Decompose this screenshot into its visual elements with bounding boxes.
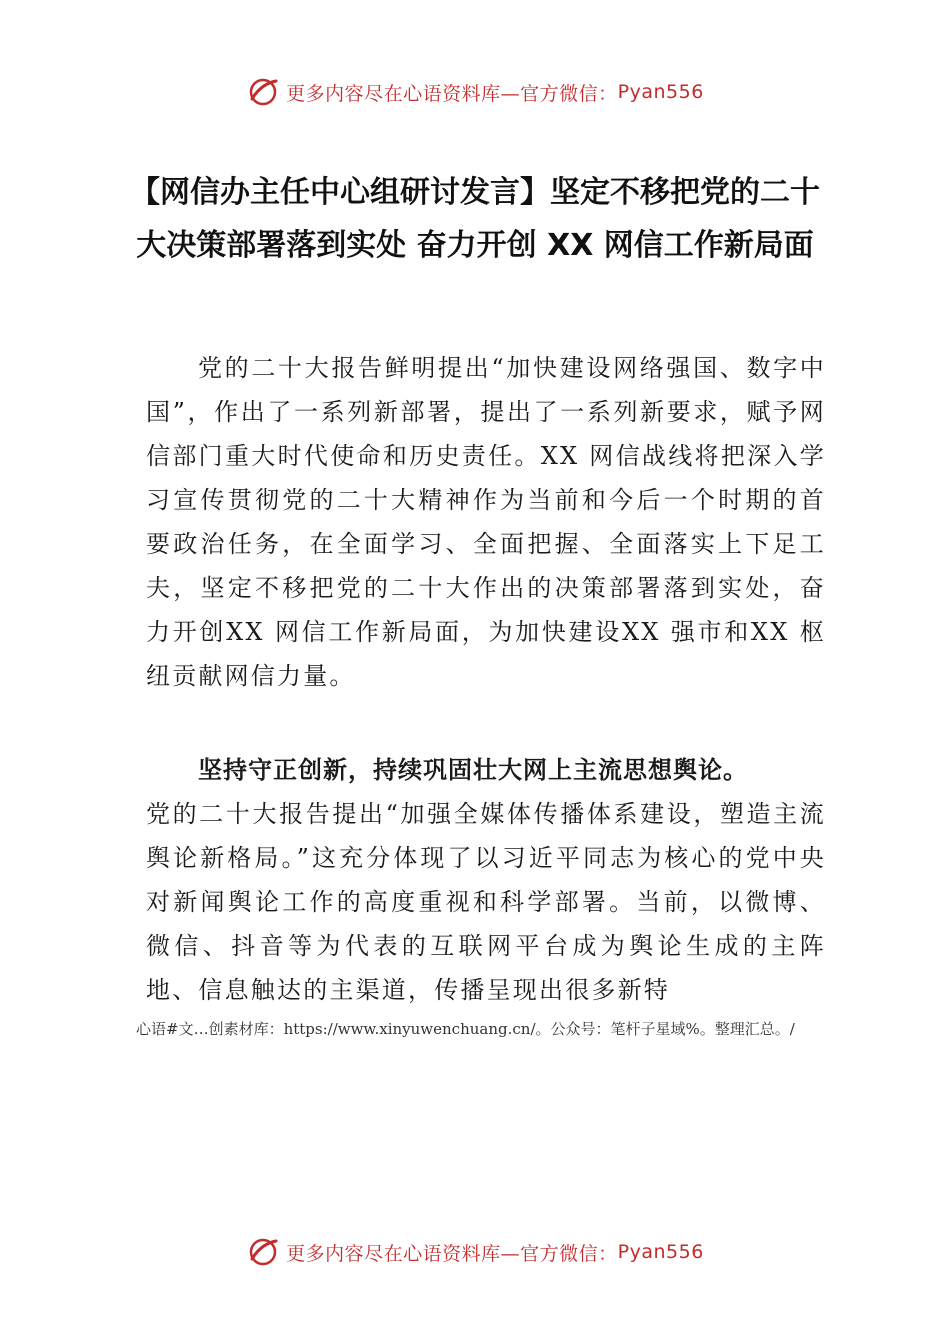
watermark-wechat-id: Pyan556 [617,81,704,103]
logo-icon [246,75,280,109]
document-title: 【网信办主任中心组研讨发言】坚定不移把党的二十大决策部署落到实处 奋力开创 XX 网信工作新局面 [130,175,820,263]
watermark-wechat-id: Pyan556 [617,1241,704,1263]
logo-icon [246,1235,280,1269]
watermark-text: 更多内容尽在心语资料库—官方微信： [286,82,618,105]
intro-paragraph: 党的二十大报告鲜明提出“加快建设网络强国、数字中国”，作出了一系列新部署，提出了一系列新要求，赋予网信部门重大时代使命和历史责任。XX 网信战线将把深入学习宣传贯彻党的二十大精神作为当前和今后一个时期的首要政治任务，在全面学习、全面把握、全面落实上下足工夫，坚定不移把党的二十大作出的决策部署落到实处，奋力开创XX 网信工作新局面，为加快建设XX 强市和XX 枢纽贡献网信力量。 [146,354,826,690]
section-1-body: 党的二十大报告提出“加强全媒体传播体系建设，塑造主流舆论新格局。”这充分体现了以习近平同志为核心的党中央对新闻舆论工作的高度重视和科学部署。当前，以微博、微信、抖音等为代表的互联网平台成为舆论生成的主阵地、信息触达的主渠道，传播呈现出很多新特 [146,800,826,1004]
section-1-heading: 坚持守正创新，持续巩固壮大网上主流思想舆论。 [198,756,748,784]
section-1 [146,748,826,1012]
source-note: 心语#文…创素材库：https://www.xinyuwenchuang.cn/。公众号：笔杆子星域%。整理汇总。/ [136,1020,795,1038]
watermark-text: 更多内容尽在心语资料库—官方微信： [286,1242,618,1265]
header-watermark [0,72,950,112]
footer-watermark [0,1232,950,1272]
